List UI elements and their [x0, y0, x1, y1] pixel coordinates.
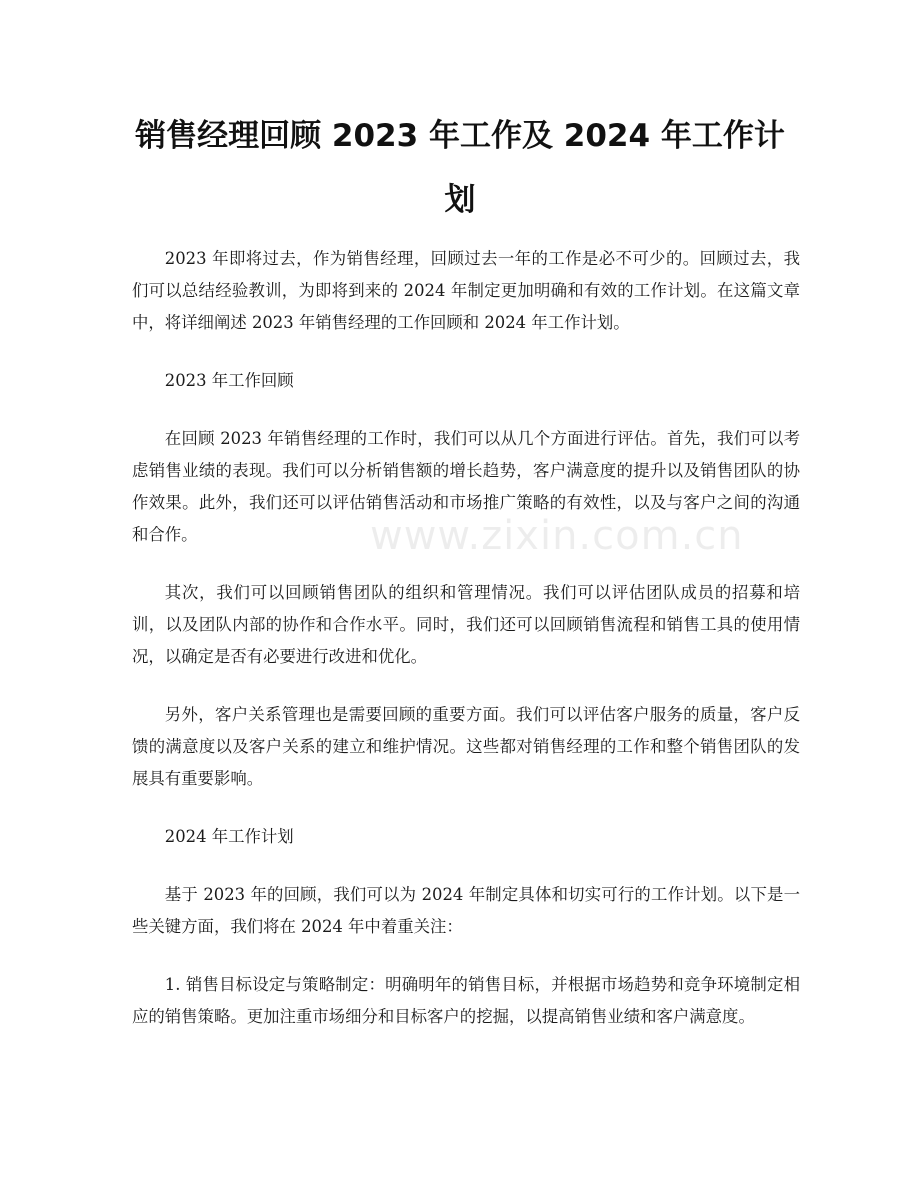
document-title: 销售经理回顾 2023 年工作及 2024 年工作计划	[135, 118, 785, 218]
plan-item-1: 1. 销售目标设定与策略制定：明确明年的销售目标，并根据市场趋势和竞争环境制定相应的销售策略。更加注重市场细分和目标客户的挖掘，以提高销售业绩和客户满意度。	[132, 975, 800, 1026]
review-paragraph-customer-relations: 另外，客户关系管理也是需要回顾的重要方面。我们可以评估客户服务的质量，客户反馈的满意度以及客户关系的建立和维护情况。这些都对销售经理的工作和整个销售团队的发展具有重要影响。	[132, 705, 800, 788]
review-paragraph-team-management: 其次，我们可以回顾销售团队的组织和管理情况。我们可以评估团队成员的招募和培训，以及团队内部的协作和合作水平。同时，我们还可以回顾销售流程和销售工具的使用情况，以确定是否有必要进行改进和优化。	[132, 583, 800, 666]
watermark: www.zixin.com.cn	[370, 513, 744, 559]
section-heading-2023-review: 2023 年工作回顾	[164, 371, 294, 390]
document-body	[132, 243, 800, 1059]
plan-intro-paragraph: 基于 2023 年的回顾，我们可以为 2024 年制定具体和切实可行的工作计划。以下是一些关键方面，我们将在 2024 年中着重关注：	[132, 885, 800, 936]
section-heading-2024-plan: 2024 年工作计划	[164, 827, 294, 846]
review-paragraph-sales-performance: 在回顾 2023 年销售经理的工作时，我们可以从几个方面进行评估。首先，我们可以考虑销售业绩的表现。我们可以分析销售额的增长趋势，客户满意度的提升以及销售团队的协作效果。此外，我们还可以评估销售活动和市场推广策略的有效性，以及与客户之间的沟通和合作。	[132, 429, 800, 544]
intro-paragraph: 2023 年即将过去，作为销售经理，回顾过去一年的工作是必不可少的。回顾过去，我们可以总结经验教训，为即将到来的 2024 年制定更加明确和有效的工作计划。在这篇文章中，将详细阐述 2023 年销售经理的工作回顾和 2024 年工作计划。	[132, 249, 800, 332]
